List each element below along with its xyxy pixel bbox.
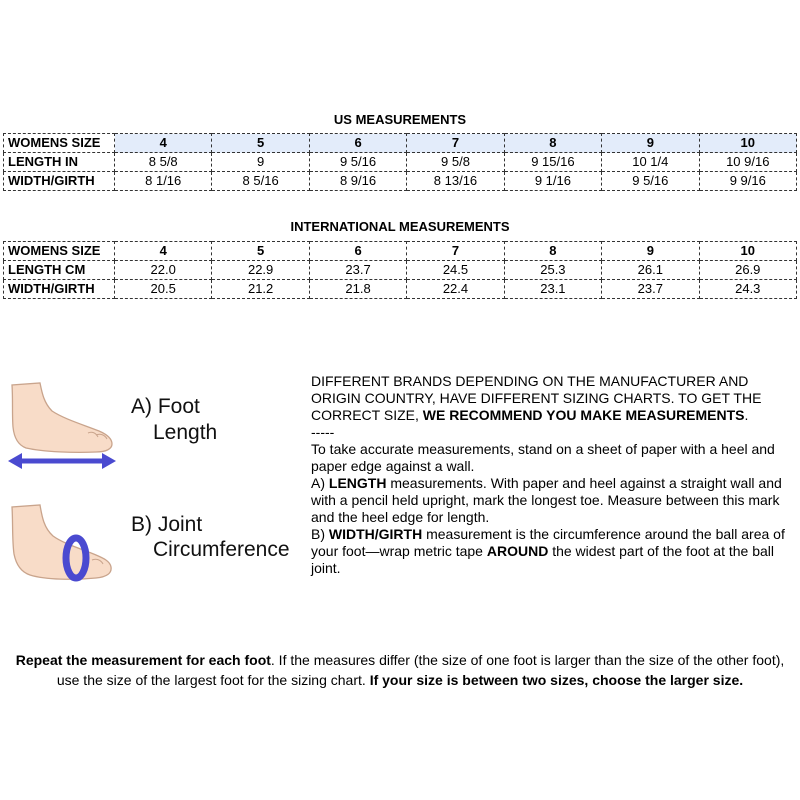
intro-end: . — [744, 407, 749, 423]
table-cell: 8 5/16 — [212, 172, 309, 191]
table-cell: 6 — [309, 134, 406, 153]
table-cell: 8 9/16 — [309, 172, 406, 191]
table-cell: 8 5/8 — [115, 153, 212, 172]
figure-a-label-2: Length — [153, 421, 218, 444]
row-label: LENGTH IN — [4, 153, 115, 172]
table-cell: 26.1 — [602, 261, 699, 280]
table-cell: 23.1 — [504, 280, 601, 299]
table-cell: 24.3 — [699, 280, 796, 299]
figure-a-label-1: A) Foot — [131, 395, 200, 418]
table-cell: 5 — [212, 242, 309, 261]
table-cell: 9 5/16 — [602, 172, 699, 191]
table-row — [4, 153, 797, 172]
international-size-table — [3, 241, 797, 299]
table-cell: 6 — [309, 242, 406, 261]
row-label: WIDTH/GIRTH — [4, 172, 115, 191]
table-cell: 9 9/16 — [699, 172, 796, 191]
table-row — [4, 242, 797, 261]
table-cell: 23.7 — [602, 280, 699, 299]
row-label: WIDTH/GIRTH — [4, 280, 115, 299]
table-cell: 21.8 — [309, 280, 406, 299]
table-cell: 26.9 — [699, 261, 796, 280]
girth-text-2: the widest part of the foot at the ball joint. — [311, 543, 775, 576]
table-cell: 24.5 — [407, 261, 504, 280]
table-cell: 9 15/16 — [504, 153, 601, 172]
table-cell: 21.2 — [212, 280, 309, 299]
intro-text: DIFFERENT BRANDS DEPENDING ON THE MANUFACTURER AND ORIGIN COUNTRY, HAVE DIFFERENT SIZING CHARTS. TO GET THE CORRECT SIZE, — [311, 373, 762, 423]
table-cell: 9 1/16 — [504, 172, 601, 191]
us-size-table — [3, 133, 797, 191]
table-cell: 10 1/4 — [602, 153, 699, 172]
table-cell: 9 5/16 — [309, 153, 406, 172]
row-label: WOMENS SIZE — [4, 134, 115, 153]
arrow-right-icon — [102, 453, 116, 469]
table-row — [4, 261, 797, 280]
table-cell: 10 — [699, 242, 796, 261]
row-label: LENGTH CM — [4, 261, 115, 280]
intro-recommendation: WE RECOMMEND YOU MAKE MEASUREMENTS — [422, 407, 745, 423]
table-row — [4, 280, 797, 299]
table-cell: 5 — [212, 134, 309, 153]
larger-size-note: If your size is between two sizes, choose the larger size. — [369, 672, 744, 688]
girth-paragraph — [311, 526, 787, 577]
measurement-instructions — [311, 373, 787, 577]
figure-b-label-2: Circumference — [153, 538, 290, 561]
table-cell: 4 — [115, 242, 212, 261]
length-paragraph — [311, 475, 787, 526]
girth-keyword: WIDTH/GIRTH — [328, 526, 423, 542]
separator: ----- — [311, 424, 335, 440]
table-cell: 10 — [699, 134, 796, 153]
table-cell: 22.9 — [212, 261, 309, 280]
table-cell: 8 13/16 — [407, 172, 504, 191]
table-cell: 10 9/16 — [699, 153, 796, 172]
table-cell: 23.7 — [309, 261, 406, 280]
table-cell: 22.4 — [407, 280, 504, 299]
bottom-note-text: . If the measures differ (the size of one foot is larger than the size of the other foot), use the size of the largest foot for the sizing chart. — [56, 652, 785, 688]
instructions-paragraph: To take accurate measurements, stand on a sheet of paper with a heel and paper edge against a wall. — [311, 441, 775, 474]
table-cell: 9 — [602, 134, 699, 153]
bottom-note — [8, 650, 792, 690]
foot-length-illustration — [4, 375, 122, 475]
table-cell: 8 1/16 — [115, 172, 212, 191]
foot-shape — [12, 383, 112, 452]
row-label: WOMENS SIZE — [4, 242, 115, 261]
figure-b-label-1: B) Joint — [131, 513, 203, 536]
girth-text-1: measurement is the circumference around the ball area of your foot—wrap metric tape — [311, 526, 785, 559]
repeat-measurement-note: Repeat the measurement for each foot — [15, 652, 271, 668]
table-cell: 9 5/8 — [407, 153, 504, 172]
girth-around-keyword: AROUND — [486, 543, 549, 559]
table-cell: 7 — [407, 242, 504, 261]
foot-shape — [12, 505, 111, 579]
length-prefix: A) — [311, 475, 329, 491]
girth-prefix: B) — [311, 526, 329, 542]
table-cell: 4 — [115, 134, 212, 153]
joint-circumference-illustration — [4, 502, 122, 592]
arrow-left-icon — [8, 453, 22, 469]
length-text: measurements. With paper and heel against a straight wall and with a pencil held upright, mark the longest toe. Measure between this mark and the heel edge for length. — [311, 475, 782, 525]
table-cell: 20.5 — [115, 280, 212, 299]
length-keyword: LENGTH — [328, 475, 387, 491]
table-row — [4, 172, 797, 191]
table-cell: 8 — [504, 134, 601, 153]
table-cell: 8 — [504, 242, 601, 261]
table-cell: 9 — [212, 153, 309, 172]
intro-paragraph — [311, 373, 787, 424]
table-cell: 7 — [407, 134, 504, 153]
table-cell: 9 — [602, 242, 699, 261]
us-measurements-title: US MEASUREMENTS — [333, 112, 467, 127]
international-measurements-title: INTERNATIONAL MEASUREMENTS — [290, 219, 510, 234]
table-cell: 22.0 — [115, 261, 212, 280]
table-row — [4, 134, 797, 153]
table-cell: 25.3 — [504, 261, 601, 280]
